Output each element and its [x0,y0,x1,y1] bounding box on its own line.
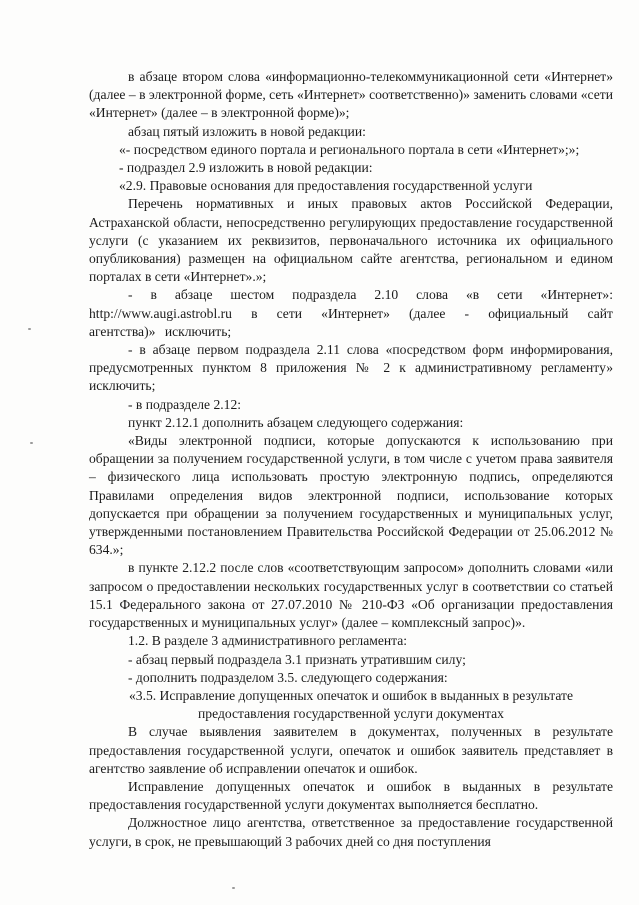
section-heading: «2.9. Правовые основания для предоставления государственной услуги [119,178,533,194]
paragraph: в абзаце втором слова «информационно-телекоммуникационной сети «Интернет» (далее – в электронной форме, сеть «Интернет» соответственно)» заменить словами «сети «Интернет» (далее – в электронной форме)»; [89,69,613,121]
paragraph: - в абзаце шестом подраздела 2.10 слова «в сети «Интернет»: http://www.augi.astrobl.ru в сети «Интернет» (далее - официальный сайт агентства)» исключить; [89,287,613,339]
paragraph: «Виды электронной подписи, которые допускаются к использованию при обращении за получением государственной услуги, в том числе с учетом права заявителя – физического лица использовать простую электронную подпись, определяются Правилами определения видов электронной подписи, использование которых допускается при обращении за получением государственных и муниципальных услуг, утвержденными постановлением Правительства Российской Федерации от 25.06.2012 № 634.»; [89,433,613,558]
paragraph: абзац пятый изложить в новой редакции: [128,123,366,139]
section-heading: «3.5. Исправление допущенных опечаток и ошибок в выданных в результате предоставления государственной услуги документах [128,687,574,722]
paragraph: - в подразделе 2.12: [128,396,242,412]
paragraph: 1.2. В разделе 3 административного регламента: [128,633,408,649]
scan-speck [232,887,235,889]
paragraph: В случае выявления заявителем в документах, полученных в результате предоставления государственной услуги, опечаток и ошибок заявитель представляет в агентство заявление об исправлении опечаток и ошибок. [89,724,613,776]
document-body [89,68,613,851]
paragraph: пункт 2.12.1 дополнить абзацем следующего содержания: [128,414,464,430]
paragraph: - в абзаце первом подраздела 2.11 слова «посредством форм информирования, предусмотренных пунктом 8 приложения № 2 к административному регламенту» исключить; [89,342,613,394]
paragraph: «- посредством единого портала и регионального портала в сети «Интернет»;»; [119,141,580,157]
paragraph: - дополнить подразделом 3.5. следующего содержания: [128,669,448,685]
scan-speck [28,328,31,330]
paragraph: Исправление допущенных опечаток и ошибок в выданных в результате предоставления государственной услуги документах выполняется бесплатно. [89,778,613,813]
paragraph: в пункте 2.12.2 после слов «соответствующим запросом» дополнить словами «или запросом о предоставлении нескольких государственных услуг в соответствии со статьей 15.1 Федерального закона от 27.07.2010 № 210-ФЗ «Об организации предоставления государственных и муниципальных услуг» (далее – комплексный запрос)». [89,560,613,631]
paragraph: - подраздел 2.9 изложить в новой редакции: [119,160,373,176]
paragraph: Перечень нормативных и иных правовых актов Российской Федерации, Астраханской области, непосредственно регулирующих предоставление государственной услуги (с указанием их реквизитов, первоначального источника их официального опубликования) размещен на официальном сайте агентства, региональном и едином порталах в сети «Интернет».»; [89,196,613,285]
paragraph: Должностное лицо агентства, ответственное за предоставление государственной услуги, в срок, не превышающий 3 рабочих дней со дня поступления [89,815,613,849]
paragraph: - абзац первый подраздела 3.1 признать утратившим силу; [128,651,466,667]
scan-speck [30,442,33,444]
